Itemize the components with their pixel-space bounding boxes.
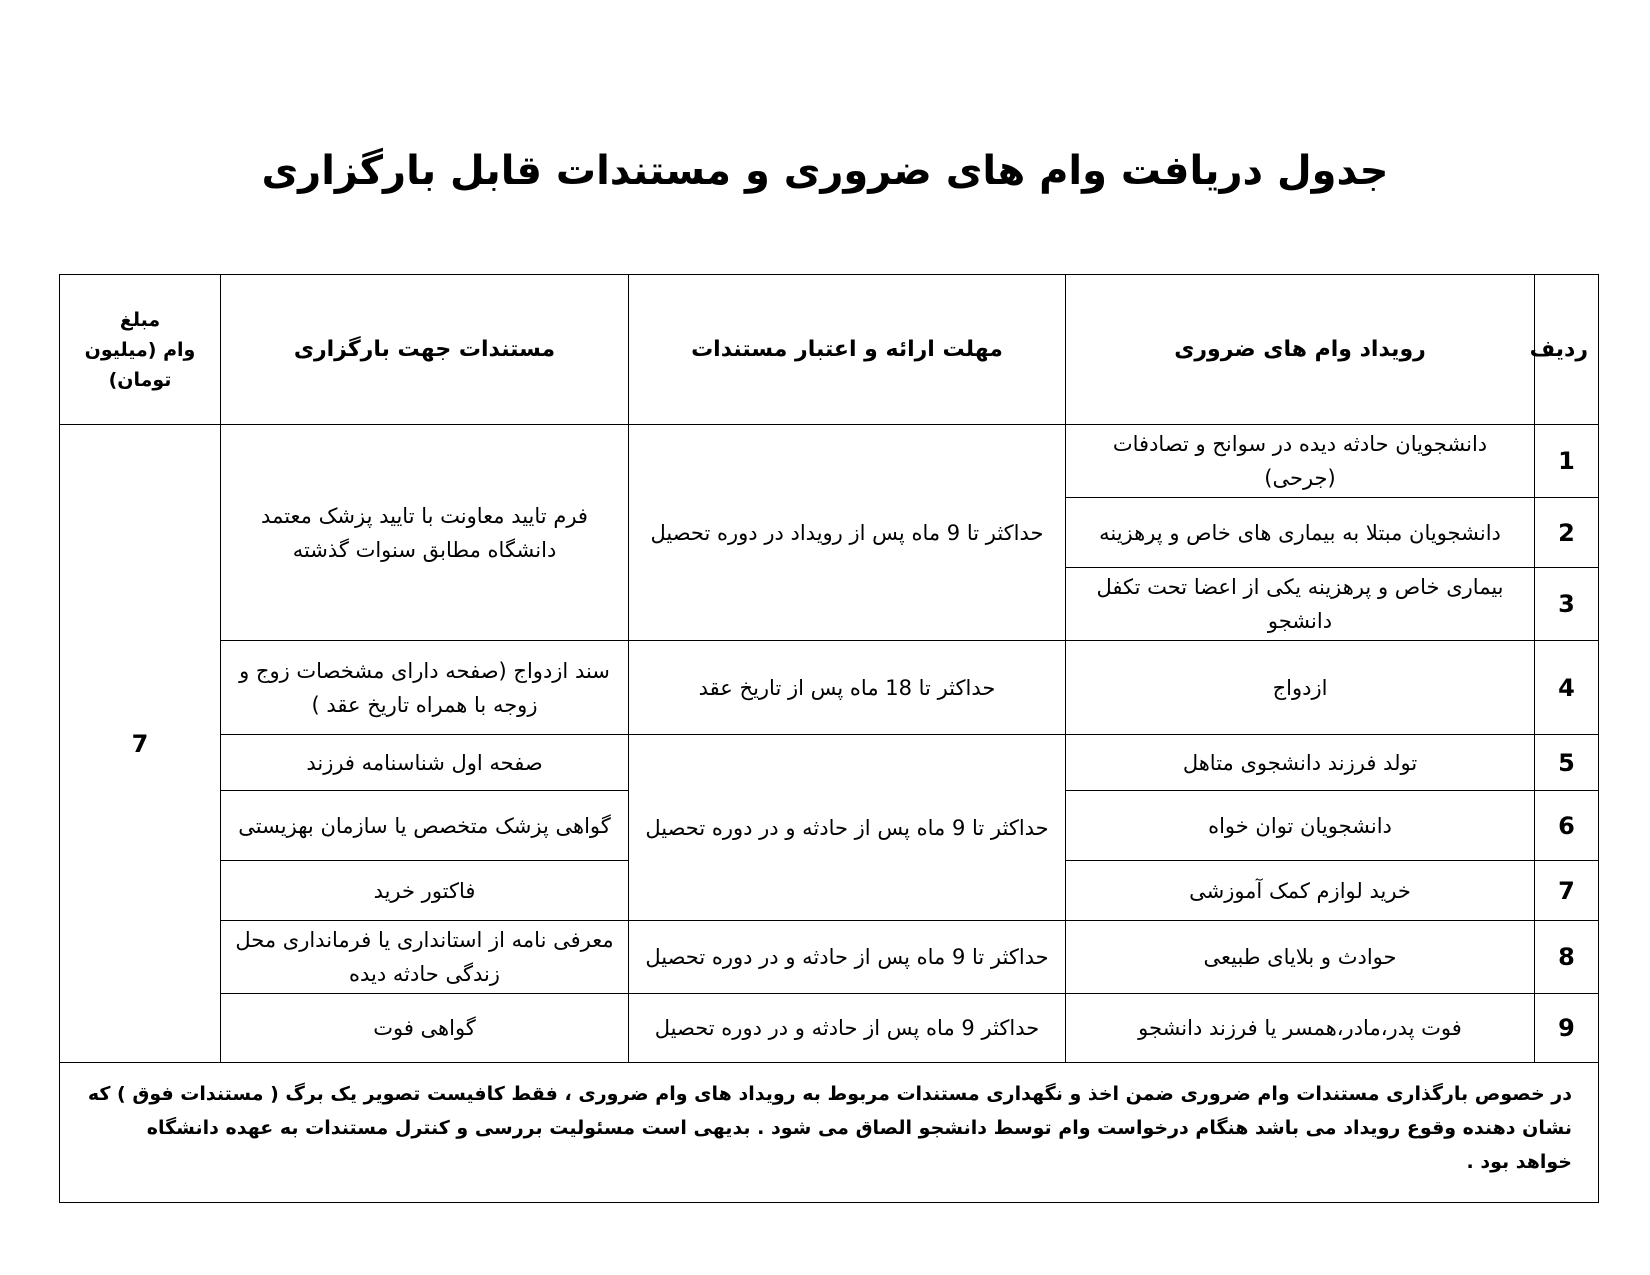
row-event: فوت پدر،مادر،همسر یا فرزند دانشجو: [1066, 994, 1535, 1063]
row-documents: فرم تایید معاونت با تایید پزشک معتمد دانشگاه مطابق سنوات گذشته: [221, 425, 629, 641]
row-number: 1: [1535, 425, 1599, 498]
row-number: 5: [1535, 735, 1599, 791]
header-row-number: ردیف: [1535, 275, 1599, 425]
table-row: [60, 921, 1599, 994]
header-event: رویداد وام های ضروری: [1066, 275, 1535, 425]
row-deadline: حداکثر تا 9 ماه پس از حادثه و در دوره تحصیل: [629, 921, 1066, 994]
header-amount-line2: وام (میلیون: [84, 338, 196, 361]
row-event: دانشجویان توان خواه: [1066, 791, 1535, 861]
loan-table: [59, 274, 1599, 1203]
row-documents: گواهی فوت: [221, 994, 629, 1063]
row-event: دانشجویان مبتلا به بیماری های خاص و پرهزینه: [1066, 498, 1535, 568]
row-documents: صفحه اول شناسنامه فرزند: [221, 735, 629, 791]
footer-note: در خصوص بارگذاری مستندات وام ضروری ضمن اخذ و نگهداری مستندات مربوط به رویداد های وام ضروری ، فقط کافیست تصویر یک برگ ( مستندات فوق ) که نشان دهنده وقوع رویداد می باشد هنگام درخواست وام توسط دانشجو الصاق می شود . بدیهی است مسئولیت بررسی و کنترل مستندات به عهده دانشگاه خواهد بود .: [60, 1063, 1599, 1203]
row-deadline: حداکثر 9 ماه پس از حادثه و در دوره تحصیل: [629, 994, 1066, 1063]
row-event: ازدواج: [1066, 641, 1535, 735]
table-row: [60, 641, 1599, 735]
row-documents: گواهی پزشک متخصص یا سازمان بهزیستی: [221, 791, 629, 861]
row-documents: معرفی نامه از استانداری یا فرمانداری محل زندگی حادثه دیده: [221, 921, 629, 994]
row-deadline: حداکثر تا 9 ماه پس از حادثه و در دوره تحصیل: [629, 735, 1066, 921]
table-row: [60, 994, 1599, 1063]
header-documents: مستندات جهت بارگزاری: [221, 275, 629, 425]
header-row: [60, 275, 1599, 425]
header-amount-line1: مبلغ: [119, 308, 161, 331]
row-event: دانشجویان حادثه دیده در سوانح و تصادفات (جرحی): [1066, 425, 1535, 498]
page-title: جدول دریافت وام های ضروری و مستندات قابل بارگزاری: [261, 148, 1389, 194]
row-number: 4: [1535, 641, 1599, 735]
loan-amount: 7: [60, 425, 221, 1063]
row-number: 9: [1535, 994, 1599, 1063]
row-number: 8: [1535, 921, 1599, 994]
row-number: 6: [1535, 791, 1599, 861]
row-number: 7: [1535, 861, 1599, 921]
row-event: خرید لوازم کمک آموزشی: [1066, 861, 1535, 921]
header-deadline: مهلت ارائه و اعتبار مستندات: [629, 275, 1066, 425]
header-amount-line3: تومان): [108, 368, 172, 391]
row-number: 2: [1535, 498, 1599, 568]
row-event: تولد فرزند دانشجوی متاهل: [1066, 735, 1535, 791]
row-deadline: حداکثر تا 9 ماه پس از رویداد در دوره تحصیل: [629, 425, 1066, 641]
row-number: 3: [1535, 568, 1599, 641]
footer-row: [60, 1063, 1599, 1203]
header-amount: [60, 275, 221, 425]
row-event: حوادث و بلایای طبیعی: [1066, 921, 1535, 994]
row-documents: سند ازدواج (صفحه دارای مشخصات زوج و زوجه با همراه تاریخ عقد ): [221, 641, 629, 735]
row-event: بیماری خاص و پرهزینه یکی از اعضا تحت تکفل دانشجو: [1066, 568, 1535, 641]
table-row: [60, 425, 1599, 498]
table-row: [60, 735, 1599, 791]
row-deadline: حداکثر تا 18 ماه پس از تاریخ عقد: [629, 641, 1066, 735]
row-documents: فاکتور خرید: [221, 861, 629, 921]
